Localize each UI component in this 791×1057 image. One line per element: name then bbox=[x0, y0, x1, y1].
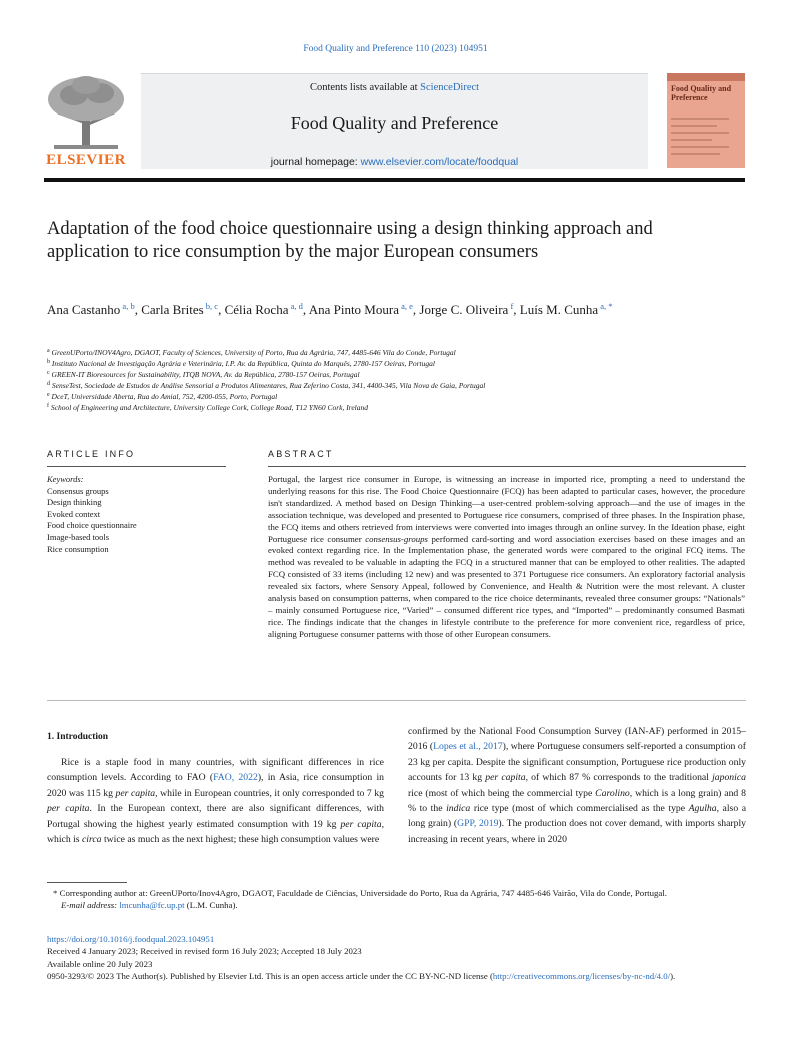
author-name: Célia Rocha bbox=[224, 302, 289, 317]
online-date: Available online 20 July 2023 bbox=[47, 958, 153, 969]
article-info-rule bbox=[47, 466, 226, 467]
elsevier-wordmark: ELSEVIER bbox=[46, 152, 126, 168]
abstract-label: ABSTRACT bbox=[268, 449, 334, 459]
abstract-end-rule bbox=[47, 700, 746, 701]
author-name: Carla Brites bbox=[141, 302, 204, 317]
intro-left-column: Rice is a staple food in many countries, with significant differences in rice consumption levels. According to FAO (FAO, 2022), in Asia, rice consumption in 2020 was 115 kg per capita, while in European countries, it only corresponded to 7 kg per capita. In the European context, there are also significant differences, with Portugal showing the highest yearly estimated consumption with 19 kg per capita, which is circa twice as much as the next highest; these high consumption values were bbox=[47, 757, 384, 846]
author-affiliation-marker[interactable]: a, d bbox=[288, 301, 303, 311]
citation-link[interactable]: GPP, 2019 bbox=[457, 818, 499, 830]
license-line: 0950-3293/© 2023 The Author(s). Published by Elsevier Ltd. This is an open access article under the CC BY-NC-ND license (http://creativecommons.org/licenses/by-nc-nd/4.0/). bbox=[47, 971, 676, 982]
affiliation-marker: d bbox=[47, 381, 50, 387]
citation-link[interactable]: FAO, 2022 bbox=[213, 772, 258, 784]
affiliation-text: Instituto Nacional de Investigação Agrária e Veterinária, I.P. Av. da República, Quinta do Marquês, 2780-157 Oeiras, Portugal bbox=[50, 359, 435, 368]
journal-title: Food Quality and Preference bbox=[290, 113, 499, 133]
author-name: Ana Pinto Moura bbox=[308, 302, 399, 317]
article-title: Adaptation of the food choice questionnaire using a design thinking approach and application to rice consumption by the major European consumers bbox=[47, 219, 653, 262]
corresponding-author-footnote: * Corresponding author at: GreenUPorto/Inov4Agro, DGAOT, Faculdade de Ciências, Universidade do Porto, Rua da Agrária, 747 4485-646 Vairão, Vila do Conde, Portugal. E-mail address: lmcunha@fc.up.pt (L.M. Cunha). bbox=[47, 887, 746, 912]
journal-cover bbox=[667, 73, 745, 168]
author-affiliation-marker[interactable]: b, c bbox=[203, 301, 219, 311]
citation-link[interactable]: Lopes et al., 2017 bbox=[433, 741, 503, 753]
affiliation-marker: f bbox=[47, 403, 49, 409]
received-dates: Received 4 January 2023; Received in revised form 16 July 2023; Accepted 18 July 2023 bbox=[47, 946, 362, 957]
affiliation-text: GREEN-IT Bioresources for Sustainability, ITQB NOVA, Av. da República, 2780-157 Oeiras, Portugal bbox=[49, 370, 360, 379]
affiliation-item bbox=[47, 380, 747, 391]
footnote-rule bbox=[47, 882, 127, 883]
affiliation-marker: b bbox=[47, 359, 50, 365]
affiliation-marker: a bbox=[47, 348, 50, 354]
affiliation-list bbox=[47, 347, 747, 413]
journal-masthead bbox=[141, 73, 648, 169]
journal-reference[interactable]: Food Quality and Preference 110 (2023) 104951 bbox=[303, 44, 488, 54]
author-affiliation-marker[interactable]: a, b bbox=[120, 301, 135, 311]
abstract-rule bbox=[268, 466, 746, 467]
article-info-label: ARTICLE INFO bbox=[47, 449, 136, 459]
affiliation-item bbox=[47, 402, 747, 413]
homepage-line: journal homepage: www.elsevier.com/locate/foodqual bbox=[270, 156, 519, 168]
abstract-text: Portugal, the largest rice consumer in Europe, is witnessing an increase in imported rice, prompting a need to understand the underlying reasons for this rise. The Food Choice Questionnaire (FCQ) has been adapted to particular cases, however, the procedure isn't standardized. A method based on Design Thinking—a user-centred problem-solving approach—and the use of images in the association technique, was developed and presented to Portuguese rice consumers, comprised of three phases. In the Inspiration phase, the FCQ items and others retrieved from interviews were converted into images through an online survey. In the Ideation phase, eight Portuguese rice consumer consensus-groups performed card-sorting and word association exercises based on these images and an evoked context regarding rice. In the Implementation phase, the generated words were compared to the original FCQ items. The method was revealed to be valuable in adapting the FCQ in a structured manner that can be employed to other realities. The adapted FCQ consisted of 33 items (including 12 new) and was presented to 371 Portuguese rice consumers. An exploratory factorial analysis revealed six factors, where Sensory Appeal, followed by Convenience, and Health & Nutrition were the most relevant. A cluster analysis based on consumption patterns, when compared to the rice choice determinants, revealed three consumer groups: “Nationals” – mainly consumed Portuguese rice, “Varied” – consumed different rice types, and “Imported” – predominantly consumed Basmati rice. The findings indicate that the changes in lifestyle contribute to the preference for more convenient rice, regardless of price, aligning Portuguese consumer patterns with those of other European consumers. bbox=[268, 474, 745, 639]
doi-link[interactable]: https://doi.org/10.1016/j.foodqual.2023.104951 bbox=[47, 934, 215, 944]
header-rule bbox=[44, 178, 745, 182]
email-link[interactable]: lmcunha@fc.up.pt bbox=[119, 900, 185, 911]
cover-title: Food Quality and Preference bbox=[671, 84, 732, 102]
affiliation-item bbox=[47, 369, 747, 380]
author-list: Ana Castanho $^{a, b}$, Carla Brites $^{b, c}$, Célia Rocha $^{a, d}$, Ana Pinto Moura $^{a, e}$, Jorge C. Oliveira $^f$, Luís M. Cunha $^{a, *}$ bbox=[47, 301, 613, 317]
keyword-item: Evoked context bbox=[47, 508, 101, 519]
keyword-item: Rice consumption bbox=[47, 543, 109, 554]
keyword-item: Food choice questionnaire bbox=[47, 520, 137, 531]
affiliation-text: SenseTest, Sociedade de Estudos de Análise Sensorial a Produtos Alimentares, Rua Zeferino Costa, 341, 4400-345, Vila Nova de Gaia, Portugal bbox=[50, 381, 486, 390]
affiliation-marker: e bbox=[47, 392, 50, 398]
footnote-text: * Corresponding author at: GreenUPorto/Inov4Agro, DGAOT, Faculdade de Ciências, Universidade do Porto, Rua da Agrária, 747 4485-646 Vairão, Vila do Conde, Portugal. bbox=[53, 888, 667, 898]
author-affiliation-marker[interactable]: f bbox=[508, 301, 514, 311]
keywords-block bbox=[47, 474, 227, 555]
author-name: Ana Castanho bbox=[47, 302, 121, 317]
contents-line: Contents lists available at ScienceDirect bbox=[309, 82, 480, 93]
intro-right-column: confirmed by the National Food Consumption Survey (IAN-AF) performed in 2015–2016 (Lopes et al., 2017), where Portuguese consumers self-reported a consumption of 23 kg per capita. Despite the significant consumption, Portuguese rice production only accounts for 13 kg per capita, of which 87 % corresponds to the traditional japonica rice (most of which being the commercial type Carolino, which is a long grain) and 8 % to the indica rice type (most of which commercialised as the type Agulha, also a long grain) (GPP, 2019). The production does not cover demand, with imports sharply increasing in recent years, where in 2020 bbox=[408, 726, 747, 845]
affiliation-item bbox=[47, 391, 747, 402]
affiliation-marker: c bbox=[47, 370, 50, 376]
intro-heading: 1. Introduction bbox=[47, 732, 109, 742]
affiliation-item bbox=[47, 347, 747, 358]
author-name: Luís M. Cunha bbox=[519, 302, 599, 317]
affiliation-text: School of Engineering and Architecture, University College Cork, College Road, T12 YN60 Cork, Ireland bbox=[49, 403, 368, 412]
keywords-label: Keywords: bbox=[47, 474, 84, 484]
license-link[interactable]: http://creativecommons.org/licenses/by-nc-nd/4.0/ bbox=[492, 971, 671, 982]
keyword-item: Consensus groups bbox=[47, 485, 109, 496]
homepage-link[interactable]: www.elsevier.com/locate/foodqual bbox=[360, 156, 519, 168]
affiliation-item bbox=[47, 358, 747, 369]
elsevier-logo bbox=[44, 73, 128, 169]
sciencedirect-link[interactable]: ScienceDirect bbox=[420, 82, 480, 93]
tree-icon bbox=[44, 73, 128, 151]
author-affiliation-marker[interactable]: a, e bbox=[398, 301, 413, 311]
keyword-item: Image-based tools bbox=[47, 531, 110, 542]
keyword-item: Design thinking bbox=[47, 497, 102, 508]
author-affiliation-marker[interactable]: a, * bbox=[598, 301, 613, 311]
affiliation-text: DceT, Universidade Aberta, Rua do Amial, 752, 4200-055, Porto, Portugal bbox=[49, 392, 278, 401]
affiliation-text: GreenUPorto/INOV4Agro, DGAOT, Faculty of Sciences, University of Porto, Rua da Agrária, 747, 4485-646 Vila do Conde, Portugal bbox=[49, 348, 456, 357]
author-name: Jorge C. Oliveira bbox=[419, 302, 509, 317]
publication-info bbox=[47, 933, 746, 983]
keyword-list bbox=[47, 486, 227, 556]
